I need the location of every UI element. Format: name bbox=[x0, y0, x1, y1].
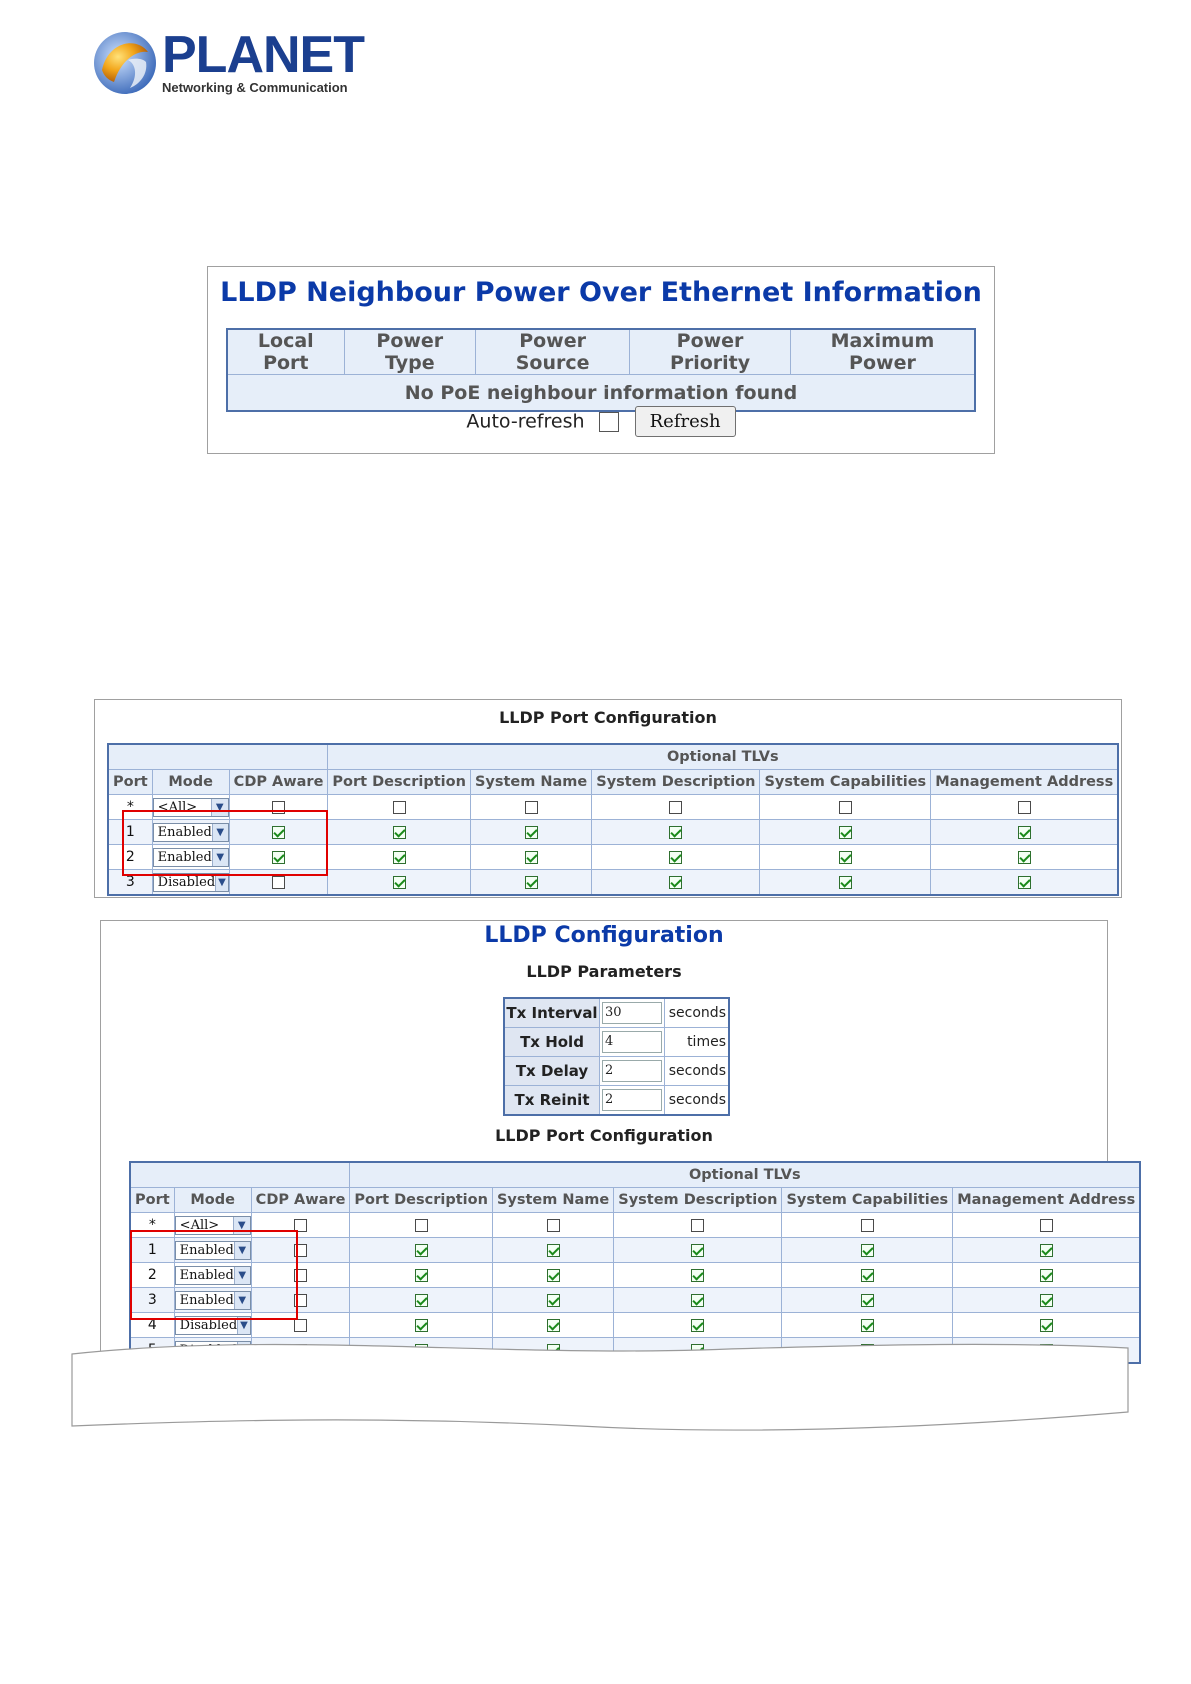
cdp-aware-checkbox[interactable] bbox=[272, 801, 285, 814]
tlv-checkbox-2[interactable] bbox=[669, 876, 682, 889]
tlv-checkbox-0[interactable] bbox=[415, 1269, 428, 1282]
cfg2-col-0: Port bbox=[130, 1188, 174, 1213]
cfg2-col-7: Management Address bbox=[953, 1188, 1141, 1213]
tlv-checkbox-3[interactable] bbox=[839, 801, 852, 814]
tlv-checkbox-0[interactable] bbox=[393, 851, 406, 864]
port-cell: * bbox=[130, 1213, 174, 1238]
cfg2-col-6: System Capabilities bbox=[782, 1188, 953, 1213]
port-cell: 3 bbox=[130, 1288, 174, 1313]
port-config-title-2: LLDP Port Configuration bbox=[495, 1126, 713, 1145]
chevron-down-icon: ▼ bbox=[233, 1217, 250, 1234]
table-row bbox=[130, 1213, 1140, 1238]
cfg2-col-4: System Name bbox=[492, 1188, 613, 1213]
tlv-checkbox-2[interactable] bbox=[691, 1244, 704, 1257]
tlv-checkbox-3[interactable] bbox=[861, 1219, 874, 1232]
cfg1-blank-group bbox=[108, 744, 328, 770]
tlv-checkbox-0[interactable] bbox=[393, 826, 406, 839]
table-row bbox=[130, 1288, 1140, 1313]
tlv-checkbox-0[interactable] bbox=[415, 1294, 428, 1307]
torn-paper-edge bbox=[60, 1330, 1140, 1440]
cdp-aware-checkbox[interactable] bbox=[294, 1244, 307, 1257]
tlv-checkbox-3[interactable] bbox=[861, 1244, 874, 1257]
col-power-priority: Power Priority bbox=[630, 329, 791, 375]
tx-delay-input[interactable]: 2 bbox=[602, 1060, 662, 1082]
tlv-checkbox-1[interactable] bbox=[547, 1219, 560, 1232]
mode-value: Disabled bbox=[157, 874, 216, 890]
cfg1-col-7: Management Address bbox=[931, 770, 1119, 795]
cdp-aware-checkbox[interactable] bbox=[294, 1219, 307, 1232]
mode-value: Enabled bbox=[157, 824, 212, 840]
tlv-checkbox-3[interactable] bbox=[839, 851, 852, 864]
mode-value: Disabled bbox=[179, 1317, 238, 1333]
mode-value: Enabled bbox=[179, 1242, 234, 1258]
cfg1-col-4: System Name bbox=[470, 770, 591, 795]
chevron-down-icon: ▼ bbox=[234, 1267, 250, 1284]
mode-select[interactable] bbox=[153, 848, 229, 867]
auto-refresh-label: Auto-refresh bbox=[466, 410, 585, 433]
tlv-checkbox-4[interactable] bbox=[1040, 1244, 1053, 1257]
logo-tagline: Networking & Communication bbox=[162, 80, 348, 95]
tx-delay-label: Tx Delay bbox=[504, 1057, 600, 1086]
table-row bbox=[108, 795, 1118, 820]
tx-hold-input[interactable]: 4 bbox=[602, 1031, 662, 1053]
lldp-config-title: LLDP Configuration bbox=[484, 923, 724, 948]
tlv-checkbox-1[interactable] bbox=[525, 826, 538, 839]
port-cell: 2 bbox=[108, 845, 152, 870]
tlv-checkbox-2[interactable] bbox=[691, 1269, 704, 1282]
tlv-checkbox-4[interactable] bbox=[1018, 826, 1031, 839]
cfg1-col-2: CDP Aware bbox=[229, 770, 328, 795]
cdp-aware-checkbox[interactable] bbox=[272, 826, 285, 839]
poe-title: LLDP Neighbour Power Over Ethernet Information bbox=[220, 277, 982, 308]
cfg1-col-0: Port bbox=[108, 770, 152, 795]
lldp-params-table bbox=[503, 997, 730, 1116]
cfg1-col-1: Mode bbox=[152, 770, 229, 795]
tlv-checkbox-0[interactable] bbox=[393, 876, 406, 889]
cfg1-optional-tlvs-header: Optional TLVs bbox=[328, 744, 1118, 770]
cdp-aware-checkbox[interactable] bbox=[294, 1294, 307, 1307]
cdp-aware-checkbox[interactable] bbox=[272, 851, 285, 864]
mode-select[interactable] bbox=[175, 1216, 251, 1235]
col-power-type: Power Type bbox=[344, 329, 475, 375]
mode-value: <All> bbox=[157, 799, 198, 815]
table-row bbox=[108, 845, 1118, 870]
tlv-checkbox-0[interactable] bbox=[415, 1244, 428, 1257]
cfg1-col-6: System Capabilities bbox=[760, 770, 931, 795]
tx-reinit-input[interactable]: 2 bbox=[602, 1089, 662, 1111]
tlv-checkbox-3[interactable] bbox=[861, 1294, 874, 1307]
cdp-aware-checkbox[interactable] bbox=[272, 876, 285, 889]
tlv-checkbox-4[interactable] bbox=[1018, 801, 1031, 814]
port-config-table bbox=[107, 743, 1119, 896]
mode-select[interactable] bbox=[153, 798, 229, 817]
chevron-down-icon: ▼ bbox=[212, 849, 228, 866]
mode-value: Enabled bbox=[157, 849, 212, 865]
col-maximum-power: Maximum Power bbox=[790, 329, 975, 375]
auto-refresh-checkbox[interactable] bbox=[599, 412, 619, 432]
tlv-checkbox-4[interactable] bbox=[1018, 876, 1031, 889]
mode-select[interactable] bbox=[175, 1241, 251, 1260]
cdp-aware-checkbox[interactable] bbox=[294, 1269, 307, 1282]
table-row bbox=[108, 870, 1118, 896]
tlv-checkbox-0[interactable] bbox=[393, 801, 406, 814]
logo-brand: PLANET bbox=[162, 26, 364, 84]
cfg2-col-3: Port Description bbox=[350, 1188, 493, 1213]
mode-value: Enabled bbox=[179, 1267, 234, 1283]
mode-select[interactable] bbox=[175, 1291, 251, 1310]
chevron-down-icon: ▼ bbox=[212, 824, 228, 841]
tlv-checkbox-0[interactable] bbox=[415, 1219, 428, 1232]
chevron-down-icon: ▼ bbox=[215, 874, 228, 891]
tlv-checkbox-1[interactable] bbox=[525, 876, 538, 889]
port-cell: 1 bbox=[108, 820, 152, 845]
tlv-checkbox-1[interactable] bbox=[547, 1244, 560, 1257]
table-row bbox=[130, 1263, 1140, 1288]
chevron-down-icon: ▼ bbox=[234, 1242, 250, 1259]
planet-logo bbox=[92, 26, 364, 98]
col-local-port: Local Port bbox=[227, 329, 344, 375]
tlv-checkbox-4[interactable] bbox=[1040, 1219, 1053, 1232]
planet-globe-icon bbox=[92, 30, 158, 96]
port-cell: * bbox=[108, 795, 152, 820]
tx-delay-unit: seconds bbox=[665, 1057, 730, 1086]
table-row bbox=[130, 1238, 1140, 1263]
tlv-checkbox-4[interactable] bbox=[1040, 1294, 1053, 1307]
tx-hold-label: Tx Hold bbox=[504, 1028, 600, 1057]
poe-table bbox=[226, 328, 976, 412]
mode-value: <All> bbox=[179, 1217, 220, 1233]
mode-select[interactable] bbox=[153, 873, 229, 892]
chevron-down-icon: ▼ bbox=[234, 1292, 250, 1309]
table-row bbox=[108, 820, 1118, 845]
empty-message: No PoE neighbour information found bbox=[227, 375, 975, 412]
cfg2-blank-group bbox=[130, 1162, 350, 1188]
tx-reinit-label: Tx Reinit bbox=[504, 1086, 600, 1116]
cfg2-col-2: CDP Aware bbox=[251, 1188, 350, 1213]
tlv-checkbox-4[interactable] bbox=[1018, 851, 1031, 864]
port-cell: 3 bbox=[108, 870, 152, 896]
cfg1-col-5: System Description bbox=[592, 770, 760, 795]
lldp-configuration-panel bbox=[100, 920, 1136, 1351]
mode-select[interactable] bbox=[175, 1266, 251, 1285]
mode-value: Enabled bbox=[179, 1292, 234, 1308]
tlv-checkbox-1[interactable] bbox=[525, 801, 538, 814]
tx-interval-input[interactable]: 30 bbox=[602, 1002, 662, 1024]
tlv-checkbox-4[interactable] bbox=[1040, 1269, 1053, 1282]
lldp-port-config-panel bbox=[94, 699, 1122, 898]
tlv-checkbox-2[interactable] bbox=[669, 826, 682, 839]
tlv-checkbox-3[interactable] bbox=[839, 826, 852, 839]
tlv-checkbox-2[interactable] bbox=[669, 801, 682, 814]
tlv-checkbox-1[interactable] bbox=[547, 1269, 560, 1282]
tlv-checkbox-2[interactable] bbox=[669, 851, 682, 864]
col-power-source: Power Source bbox=[476, 329, 630, 375]
tx-reinit-unit: seconds bbox=[665, 1086, 730, 1116]
refresh-controls bbox=[208, 406, 994, 437]
tlv-checkbox-3[interactable] bbox=[861, 1269, 874, 1282]
cfg2-col-5: System Description bbox=[614, 1188, 782, 1213]
tx-interval-label: Tx Interval bbox=[504, 998, 600, 1028]
mode-select[interactable] bbox=[153, 823, 229, 842]
tlv-checkbox-1[interactable] bbox=[547, 1294, 560, 1307]
poe-info-panel bbox=[207, 266, 995, 454]
cfg2-col-1: Mode bbox=[174, 1188, 251, 1213]
refresh-button[interactable]: Refresh bbox=[635, 406, 736, 437]
lldp-params-title: LLDP Parameters bbox=[526, 962, 682, 981]
port-cell: 1 bbox=[130, 1238, 174, 1263]
tlv-checkbox-2[interactable] bbox=[691, 1219, 704, 1232]
tx-interval-unit: seconds bbox=[665, 998, 730, 1028]
chevron-down-icon: ▼ bbox=[237, 1317, 250, 1334]
port-cell: 2 bbox=[130, 1263, 174, 1288]
chevron-down-icon: ▼ bbox=[211, 799, 228, 816]
port-config-title: LLDP Port Configuration bbox=[499, 708, 717, 727]
tlv-checkbox-1[interactable] bbox=[525, 851, 538, 864]
tlv-checkbox-2[interactable] bbox=[691, 1294, 704, 1307]
tx-hold-unit: times bbox=[665, 1028, 730, 1057]
tlv-checkbox-3[interactable] bbox=[839, 876, 852, 889]
port-cell: 4 bbox=[130, 1313, 174, 1338]
cfg1-col-3: Port Description bbox=[328, 770, 471, 795]
cfg2-optional-tlvs-header: Optional TLVs bbox=[350, 1162, 1140, 1188]
